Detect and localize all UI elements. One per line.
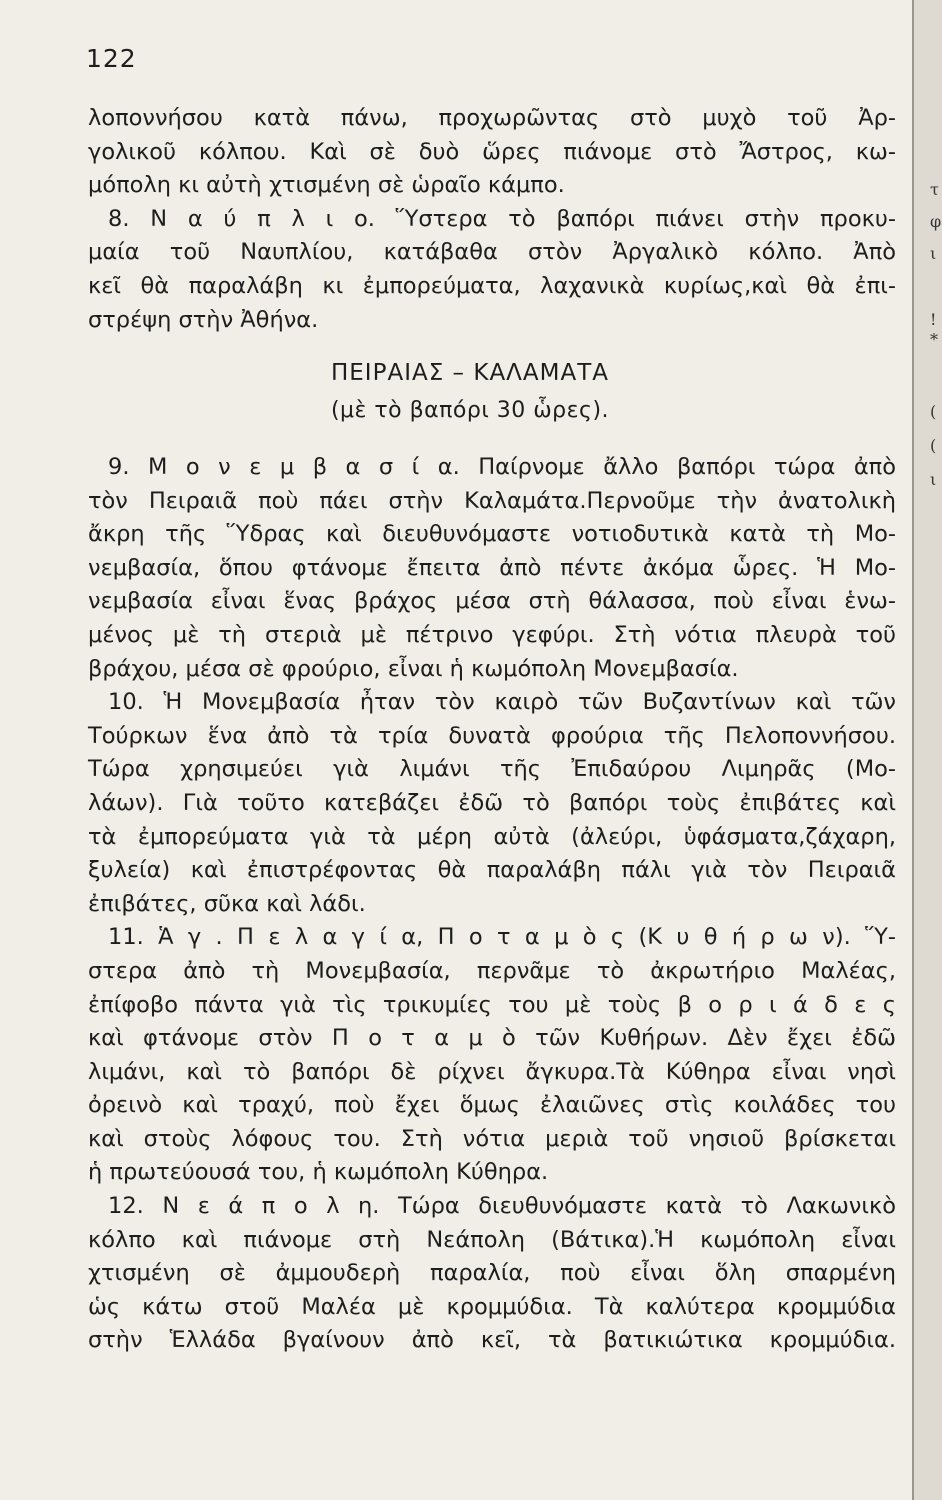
- edge-glyph: (: [930, 402, 937, 421]
- edge-glyph: φ: [930, 212, 942, 231]
- text-line: ὀρεινὸ καὶ τραχύ, ποὺ ἔχει ὅμως ἐλαιῶνες στὶς κοιλάδες του: [88, 1092, 896, 1119]
- section-subheading: (μὲ τὸ βαπόρι 30 ὧρες).: [330, 398, 610, 423]
- text-line: ἐπιβάτες, σῦκα καὶ λάδι.: [88, 890, 366, 917]
- text-line: στὴν Ἑλλάδα βγαίνουν ἀπὸ κεῖ, τὰ βατικιώτικα κρομμύδια.: [88, 1327, 896, 1354]
- text-line: μαία τοῦ Ναυπλίου, κατάβαθα στὸν Ἀργαλικὸ κόλπο. Ἀπὸ: [88, 239, 896, 266]
- text-line: γολικοῦ κόλπου. Καὶ σὲ δυὸ ὥρες πιάνομε στὸ Ἄστρος, κω-: [88, 138, 896, 165]
- text-line: Τούρκων ἕνα ἀπὸ τὰ τρία δυνατὰ φρούρια τῆς Πελοποννήσου.: [88, 722, 896, 749]
- text-line: 10. Ἡ Μονεμβασία ἦταν τὸν καιρὸ τῶν Βυζαντίνων καὶ τῶν: [108, 689, 896, 716]
- text-line: ὡς κάτω στοῦ Μαλέα μὲ κρομμύδια. Τὰ καλύτερα κρομμύδια: [88, 1293, 896, 1320]
- text-line: νεμβασία, ὅπου φτάνομε ἔπειτα ἀπὸ πέντε ἀκόμα ὧρες. Ἡ Μο-: [88, 554, 896, 581]
- text-line: 12. Ν ε ά π ο λ η. Τώρα διευθυνόμαστε κατὰ τὸ Λακωνικὸ: [108, 1193, 896, 1220]
- text-line: μόπολη κι αὐτὴ χτισμένη σὲ ὡραῖο κάμπο.: [88, 172, 565, 199]
- text-line: καὶ στοὺς λόφους του. Στὴ νότια μεριὰ τοῦ νησιοῦ βρίσκεται: [88, 1125, 896, 1152]
- text-line: κεῖ θὰ παραλάβη κι ἐμπορεύματα, λαχανικὰ κυρίως,καὶ θὰ ἐπι-: [88, 272, 896, 299]
- text-line: βράχου, μέσα σὲ φρούριο, εἶναι ἡ κωμόπολη Μονεμβασία.: [88, 655, 739, 682]
- text-line: τὸν Πειραιᾶ ποὺ πάει στὴν Καλαμάτα.Περνοῦμε τὴν ἀνατολικὴ: [88, 487, 896, 514]
- text-line: 8. Ν α ύ π λ ι ο. Ὕστερα τὸ βαπόρι πιάνει στὴν προκυ-: [108, 205, 896, 232]
- text-line: ἄκρη τῆς Ὕδρας καὶ διευθυνόμαστε νοτιοδυτικὰ κατὰ τὴ Μο-: [88, 521, 896, 548]
- text-block-bottom: [88, 451, 896, 1358]
- text-line: στρέψη στὴν Ἀθήνα.: [88, 306, 319, 333]
- edge-glyph: (: [930, 436, 937, 455]
- text-line: λιμάνι, καὶ τὸ βαπόρι δὲ ρίχνει ἄγκυρα.Τὰ Κύθηρα εἶναι νησὶ: [88, 1058, 896, 1085]
- text-block-top: [88, 102, 896, 337]
- text-line: τὰ ἐμπορεύματα γιὰ τὰ μέρη αὐτὰ (ἀλεύρι, ὑφάσματα,ζάχαρη,: [88, 823, 896, 850]
- page-number: 122: [86, 44, 137, 73]
- text-line: 11. Ἁ γ . Π ε λ α γ ί α, Π ο τ α μ ὸ ς (Κ υ θ ή ρ ω ν). Ὕ-: [108, 924, 896, 951]
- text-line: μένος μὲ τὴ στεριὰ μὲ πέτρινο γεφύρι. Στὴ νότια πλευρὰ τοῦ: [88, 621, 896, 648]
- edge-glyph: τ: [930, 180, 939, 199]
- text-line: Τώρα χρησιμεύει γιὰ λιμάνι τῆς Ἐπιδαύρου Λιμηρᾶς (Μο-: [88, 756, 896, 783]
- text-line: νεμβασία εἶναι ἕνας βράχος μέσα στὴ θάλασσα, ποὺ εἶναι ἑνω-: [88, 588, 896, 615]
- text-line: ἡ πρωτεύουσά του, ἡ κωμόπολη Κύθηρα.: [88, 1159, 549, 1186]
- edge-glyph: *: [930, 330, 938, 349]
- edge-glyph: !: [930, 310, 937, 329]
- text-line: καὶ φτάνομε στὸν Π ο τ α μ ὸ τῶν Κυθήρων. Δὲν ἔχει ἐδῶ: [88, 1025, 896, 1052]
- edge-glyph: ι: [930, 470, 937, 489]
- text-line: χτισμένη σὲ ἀμμουδερὴ παραλία, ποὺ εἶναι ὅλη σπαρμένη: [88, 1260, 896, 1287]
- text-line: ξυλεία) καὶ ἐπιστρέφοντας θὰ παραλάβη πάλι γιὰ τὸν Πειραιᾶ: [88, 857, 896, 884]
- text-line: λάων). Γιὰ τοῦτο κατεβάζει ἐδῶ τὸ βαπόρι τοὺς ἐπιβάτες καὶ: [88, 789, 896, 816]
- text-line: κόλπο καὶ πιάνομε στὴ Νεάπολη (Βάτικα).Ἡ κωμόπολη εἶναι: [88, 1226, 896, 1253]
- text-line: λοποννήσου κατὰ πάνω, προχωρῶντας στὸ μυχὸ τοῦ Ἀρ-: [88, 105, 896, 131]
- edge-glyph: ι: [930, 244, 937, 263]
- text-line: 9. Μ ο ν ε μ β α σ ί α. Παίρνομε ἄλλο βαπόρι τώρα ἀπὸ: [108, 454, 896, 480]
- text-line: στερα ἀπὸ τὴ Μονεμβασία, περνᾶμε τὸ ἀκρωτήριο Μαλέας,: [88, 957, 896, 984]
- text-line: ἐπίφοβο πάντα γιὰ τὶς τρικυμίες του μὲ τοὺς β ο ρ ι ά δ ε ς: [88, 991, 896, 1018]
- section-heading: ΠΕΙΡΑΙΑΣ – ΚΑΛΑΜΑΤΑ: [330, 360, 610, 386]
